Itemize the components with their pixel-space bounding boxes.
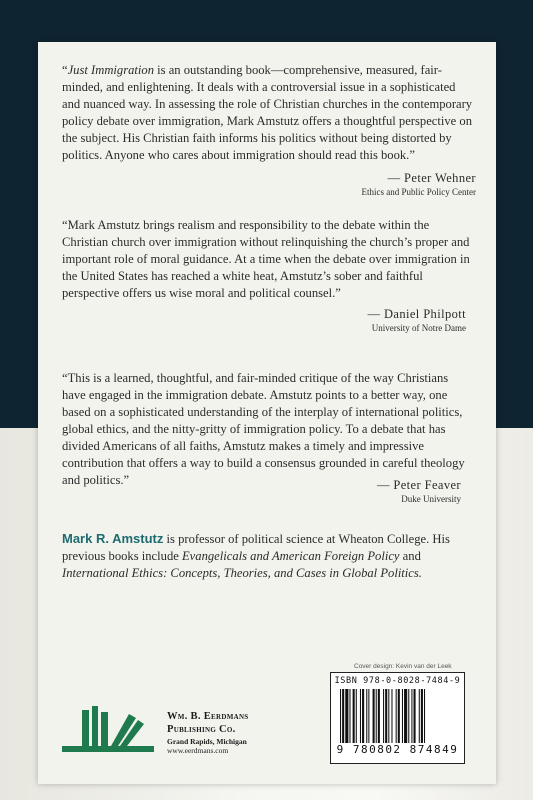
barcode-bar [378,689,380,743]
barcode-bar [342,689,344,743]
barcode-bar [360,689,361,743]
endorsement-quote-1: “Just Immigration is an outstanding book—comprehensive, measured, fair-minded, and enlightening. It deals with a controversial issue in a sophisticated and nuanced way. In assessing the role of Christian churches in the contemporary policy debate over immigration, Mark Amstutz offers a thoughtful perspective on the subject. His Christian faith informs his politics without being distorted by politics. Anyone who cares about immigration should read this book.” [62,63,473,162]
isbn-label: ISBN 978-0-8028-7484-9 [334,676,461,686]
book-title: Just Immigration [67,63,154,77]
attribution-3 [285,478,461,504]
barcode-bar [366,689,367,743]
quote-1-text: is an outstanding book—comprehensive, measured, fair-minded, and enlightening. It deals with a controversial issue in a sophisticated and nuanced way. In assessing the role of Christian churches in the contemporary policy debate over immigration, Mark Amstutz offers a thoughtful perspective on the subject. His Christian faith informs his politics without being distorted by politics. Anyone who cares about immigration should read this book.” [62,63,473,162]
barcode-bar [353,689,355,743]
barcode-bar [414,689,416,743]
barcode-bar [373,689,375,743]
barcode-bar [388,689,389,743]
attribution-2-name: — Daniel Philpott [367,307,466,321]
attribution-1-affiliation: Ethics and Public Policy Center [361,187,476,197]
attribution-2 [290,307,466,333]
endorsement-quote-3 [62,370,474,489]
barcode-bar [376,689,377,743]
barcode-bar [411,689,412,743]
quote-2-text: “Mark Amstutz brings realism and responsibility to the debate within the Christian church over immigration without relinquishing the church’s proper and important role of moral guidance. At a time when the debate over immigration in the United States has reached a white heat, Amstutz’s sober and faithful perspective offers us wise moral and political counsel.” [62,218,470,300]
previous-book-2: International Ethics: Concepts, Theories, and Cases in Global Politics. [62,566,422,580]
quote-3-text: “This is a learned, thoughtful, and fair-minded critique of the way Christians have engaged in the immigration debate. Amstutz points to a better way, one based on a sophisticated understanding of the interplay of international politics, global ethics, and the nitty-gritty of immigration policy. To a debate that has divided Americans of all faiths, Amstutz makes a timely and impressive contribution that offers a way to build a consensus grounded in careful theology and politics.” [62,371,465,487]
barcode-bar [340,689,341,743]
publisher-info [167,710,249,755]
attribution-1 [300,171,476,197]
barcode-bar [419,689,420,743]
barcode-bar [424,689,425,743]
attribution-2-affiliation: University of Notre Dame [371,323,466,333]
books-logo-icon [60,702,156,754]
barcode-bar [408,689,409,743]
barcode-bar [385,689,387,743]
barcode-bar [391,689,392,743]
publisher-place: Grand Rapids, Michigan [167,737,247,746]
cover-design-credit: Cover design: Kevin van der Leek [354,663,452,670]
barcode-bar [402,689,403,743]
publisher-website: www.eerdmans.com [167,746,229,755]
barcode-bar [398,689,400,743]
publisher-name-line-2: Publishing Co. [167,724,236,735]
barcode-bar [383,689,384,743]
barcode-number: 9 780802 874849 [336,743,459,756]
attribution-1-name: — Peter Wehner [387,171,476,185]
barcode-bar [362,689,364,743]
previous-book-1: Evangelicals and American Foreign Policy [181,549,400,563]
barcode-bar [368,689,369,743]
attribution-3-name: — Peter Feaver [376,478,461,492]
barcode-bars-icon [340,689,455,743]
barcode-bar [404,689,407,743]
isbn-barcode [330,672,465,764]
barcode-bar [356,689,357,743]
barcode-bar [349,689,350,743]
author-bio: Mark R. Amstutz is professor of political science at Wheaton College. His previous books include Evangelicals and American Foreign Policy and International Ethics: Concepts, Theories, and Cases in Global Politics. [62,531,450,580]
barcode-bar [345,689,348,743]
barcode-bar [396,689,397,743]
author-name: Mark R. Amstutz [62,531,164,546]
publisher-name-line-1: Wm. B. Eerdmans [167,711,249,722]
attribution-3-affiliation: Duke University [401,494,461,504]
endorsement-quote-2 [62,217,474,302]
barcode-bar [421,689,423,743]
